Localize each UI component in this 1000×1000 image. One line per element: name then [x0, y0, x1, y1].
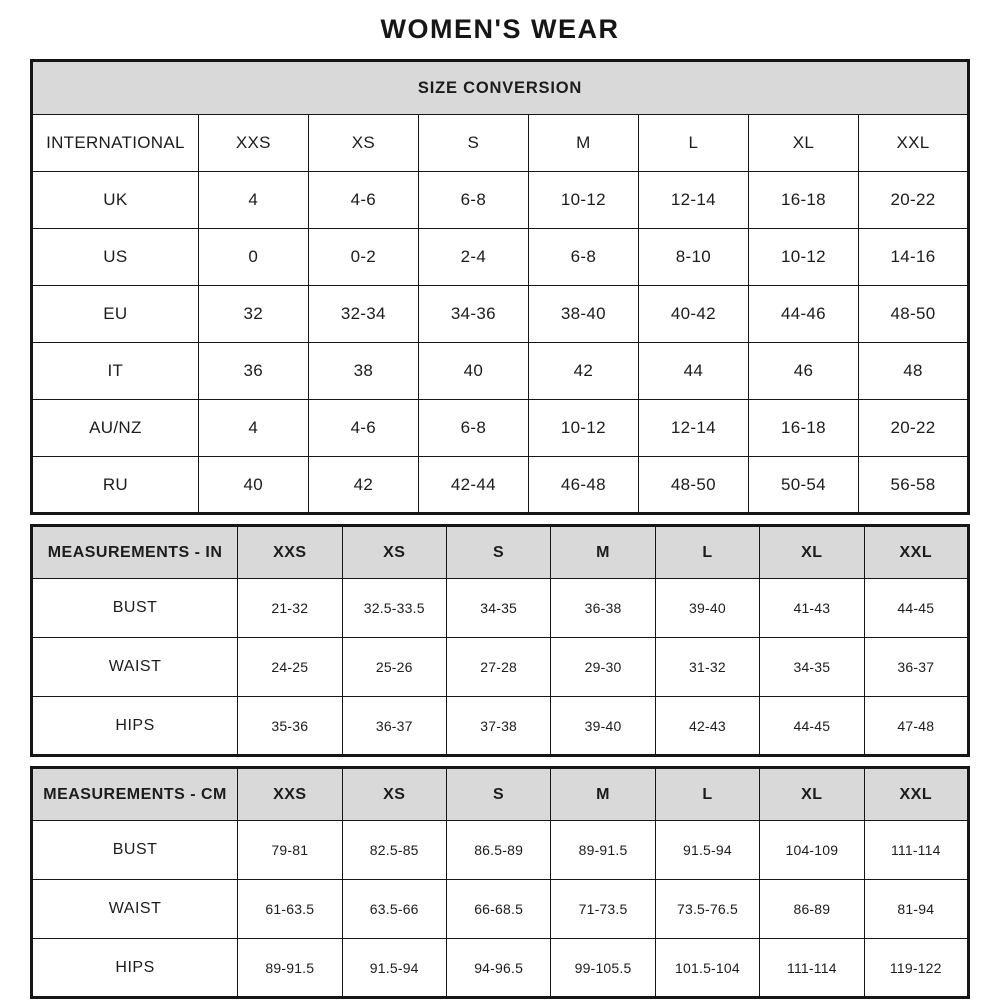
column-header-m: M [551, 768, 655, 821]
table-cell: 25-26 [342, 638, 446, 697]
table-cell: 44-45 [760, 697, 864, 756]
table-cell: 36 [198, 343, 308, 400]
column-header-l: L [655, 768, 759, 821]
table-row-it [32, 343, 969, 400]
column-header-xxs: XXS [238, 526, 342, 579]
table-cell: 42 [528, 343, 638, 400]
column-header-s: S [446, 768, 550, 821]
table-cell: 47-48 [864, 697, 968, 756]
table-cell: 91.5-94 [342, 939, 446, 998]
table-row-eu [32, 286, 969, 343]
column-header-m: M [528, 115, 638, 172]
table-cell: 31-32 [655, 638, 759, 697]
table-cell: 4 [198, 172, 308, 229]
table-cell: 91.5-94 [655, 821, 759, 880]
table-cell: 35-36 [238, 697, 342, 756]
measurements-in-header-row [32, 526, 969, 579]
table-cell: 4-6 [308, 400, 418, 457]
table-cell: 0-2 [308, 229, 418, 286]
column-header-xxl: XXL [864, 526, 968, 579]
column-header-l: L [655, 526, 759, 579]
column-header-l: L [638, 115, 748, 172]
column-header-s: S [418, 115, 528, 172]
row-label: UK [32, 172, 199, 229]
row-label: HIPS [32, 939, 238, 998]
table-row-bust-cm [32, 821, 969, 880]
table-row-hips-cm [32, 939, 969, 998]
table-cell: 119-122 [864, 939, 968, 998]
column-header-m: M [551, 526, 655, 579]
table-cell: 66-68.5 [446, 880, 550, 939]
table-cell: 99-105.5 [551, 939, 655, 998]
column-header-xxs: XXS [238, 768, 342, 821]
table-cell: 20-22 [858, 400, 968, 457]
table-cell: 48-50 [638, 457, 748, 514]
size-conversion-table [30, 59, 970, 515]
table-cell: 81-94 [864, 880, 968, 939]
table-cell: 40-42 [638, 286, 748, 343]
table-cell: 8-10 [638, 229, 748, 286]
table-cell: 36-37 [864, 638, 968, 697]
table-cell: 34-35 [760, 638, 864, 697]
table-cell: 2-4 [418, 229, 528, 286]
table-cell: 32.5-33.5 [342, 579, 446, 638]
table-cell: 21-32 [238, 579, 342, 638]
table-cell: 111-114 [864, 821, 968, 880]
table-cell: 46-48 [528, 457, 638, 514]
table-cell: 79-81 [238, 821, 342, 880]
row-label: WAIST [32, 880, 238, 939]
table-cell: 111-114 [760, 939, 864, 998]
table-cell: 10-12 [748, 229, 858, 286]
column-header-xs: XS [342, 526, 446, 579]
table-cell: 6-8 [418, 400, 528, 457]
measurements-cm-table [30, 766, 970, 999]
column-header-xxs: XXS [198, 115, 308, 172]
measurements-cm-header-row [32, 768, 969, 821]
page-title: WOMEN'S WEAR [380, 14, 620, 44]
table-row-ru [32, 457, 969, 514]
table-cell: 27-28 [446, 638, 550, 697]
table-cell: 42-43 [655, 697, 759, 756]
table-cell: 40 [418, 343, 528, 400]
column-header-s: S [446, 526, 550, 579]
row-label: BUST [32, 821, 238, 880]
row-label: AU/NZ [32, 400, 199, 457]
table-cell: 48 [858, 343, 968, 400]
table-cell: 89-91.5 [238, 939, 342, 998]
row-label: RU [32, 457, 199, 514]
row-label: US [32, 229, 199, 286]
table-cell: 12-14 [638, 400, 748, 457]
table-cell: 42-44 [418, 457, 528, 514]
table-cell: 34-35 [446, 579, 550, 638]
table-cell: 44-46 [748, 286, 858, 343]
table-cell: 4-6 [308, 172, 418, 229]
table-cell: 0 [198, 229, 308, 286]
table-cell: 39-40 [551, 697, 655, 756]
size-conversion-header-row [32, 115, 969, 172]
table-cell: 34-36 [418, 286, 528, 343]
table-cell: 32 [198, 286, 308, 343]
table-cell: 38-40 [528, 286, 638, 343]
table-row-waist-cm [32, 880, 969, 939]
table-cell: 86.5-89 [446, 821, 550, 880]
table-cell: 41-43 [760, 579, 864, 638]
table-row-aunz [32, 400, 969, 457]
measurements-in-title: MEASUREMENTS - IN [32, 526, 238, 579]
table-cell: 101.5-104 [655, 939, 759, 998]
table-row-waist-in [32, 638, 969, 697]
table-cell: 24-25 [238, 638, 342, 697]
column-header-international: INTERNATIONAL [32, 115, 199, 172]
column-header-xxl: XXL [858, 115, 968, 172]
table-cell: 36-38 [551, 579, 655, 638]
table-row-bust-in [32, 579, 969, 638]
table-cell: 16-18 [748, 400, 858, 457]
measurements-cm-title: MEASUREMENTS - CM [32, 768, 238, 821]
table-cell: 20-22 [858, 172, 968, 229]
table-cell: 6-8 [418, 172, 528, 229]
table-cell: 10-12 [528, 400, 638, 457]
row-label: WAIST [32, 638, 238, 697]
row-label: HIPS [32, 697, 238, 756]
table-cell: 63.5-66 [342, 880, 446, 939]
table-cell: 4 [198, 400, 308, 457]
column-header-xl: XL [760, 526, 864, 579]
table-cell: 48-50 [858, 286, 968, 343]
table-cell: 32-34 [308, 286, 418, 343]
table-cell: 10-12 [528, 172, 638, 229]
table-cell: 29-30 [551, 638, 655, 697]
table-cell: 73.5-76.5 [655, 880, 759, 939]
table-cell: 12-14 [638, 172, 748, 229]
table-row-hips-in [32, 697, 969, 756]
table-cell: 82.5-85 [342, 821, 446, 880]
row-label: EU [32, 286, 199, 343]
table-cell: 37-38 [446, 697, 550, 756]
table-cell: 104-109 [760, 821, 864, 880]
table-cell: 89-91.5 [551, 821, 655, 880]
table-cell: 42 [308, 457, 418, 514]
table-cell: 14-16 [858, 229, 968, 286]
measurements-in-table [30, 524, 970, 757]
table-cell: 50-54 [748, 457, 858, 514]
table-cell: 40 [198, 457, 308, 514]
column-header-xl: XL [748, 115, 858, 172]
table-cell: 6-8 [528, 229, 638, 286]
column-header-xs: XS [342, 768, 446, 821]
row-label: BUST [32, 579, 238, 638]
table-cell: 61-63.5 [238, 880, 342, 939]
table-cell: 86-89 [760, 880, 864, 939]
table-cell: 46 [748, 343, 858, 400]
table-row-uk [32, 172, 969, 229]
column-header-xxl: XXL [864, 768, 968, 821]
table-cell: 44-45 [864, 579, 968, 638]
table-cell: 44 [638, 343, 748, 400]
column-header-xs: XS [308, 115, 418, 172]
table-row-us [32, 229, 969, 286]
table-cell: 16-18 [748, 172, 858, 229]
size-conversion-title-row [32, 61, 969, 115]
row-label: IT [32, 343, 199, 400]
table-cell: 36-37 [342, 697, 446, 756]
size-conversion-title: SIZE CONVERSION [32, 61, 969, 115]
table-cell: 39-40 [655, 579, 759, 638]
column-header-xl: XL [760, 768, 864, 821]
table-cell: 56-58 [858, 457, 968, 514]
table-cell: 94-96.5 [446, 939, 550, 998]
table-cell: 71-73.5 [551, 880, 655, 939]
table-cell: 38 [308, 343, 418, 400]
